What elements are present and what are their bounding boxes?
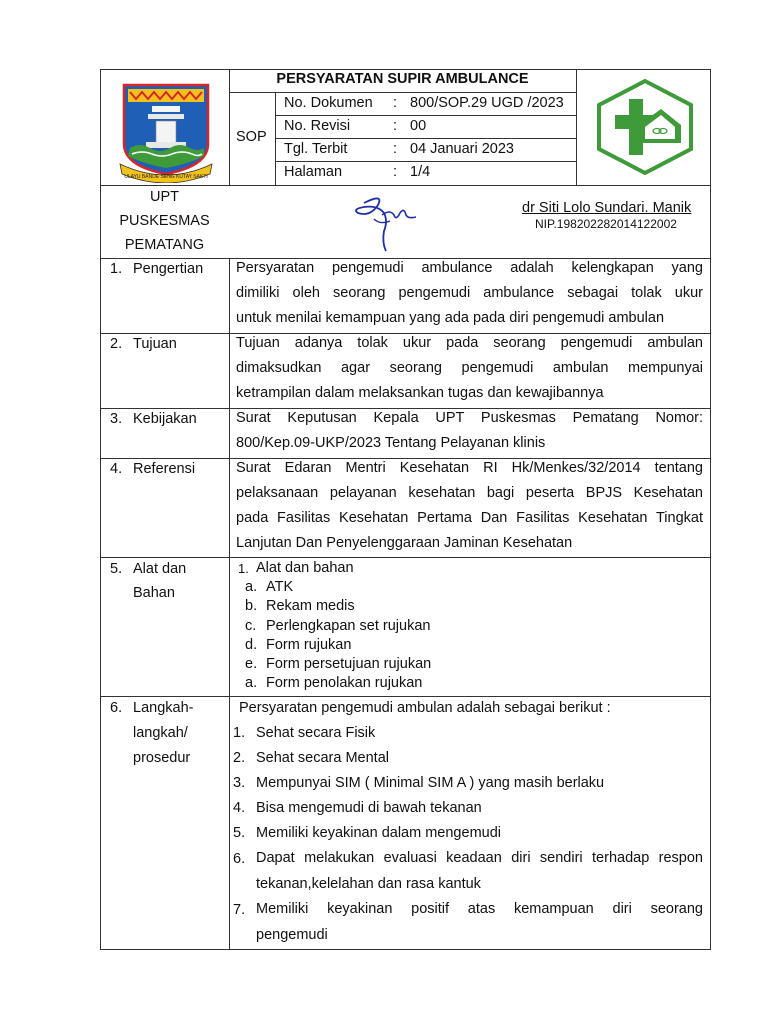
step-number: 5. bbox=[233, 825, 246, 841]
section-label: langkah/ bbox=[133, 725, 188, 741]
list-item: ATK bbox=[266, 579, 294, 595]
step-text: tekanan,kelelahan dan rasa kantuk bbox=[256, 876, 481, 892]
field-separator: : bbox=[393, 141, 398, 157]
field-separator: : bbox=[393, 164, 398, 180]
list-letter: a. bbox=[245, 675, 258, 691]
field-divider bbox=[275, 161, 576, 162]
section-text-line: dimaksudkan agar seorang pengemudi ambulan mempunyai bbox=[236, 360, 703, 376]
field-divider bbox=[275, 115, 576, 116]
col-divider bbox=[229, 258, 230, 950]
section-label: Tujuan bbox=[133, 336, 177, 352]
section-label: Bahan bbox=[133, 585, 175, 601]
step-number: 7. bbox=[233, 902, 246, 918]
procedure-intro: Persyaratan pengemudi ambulan adalah sebagai berikut : bbox=[239, 700, 611, 716]
list-item: Rekam medis bbox=[266, 598, 355, 614]
document-title: PERSYARATAN SUPIR AMBULANCE bbox=[276, 71, 529, 87]
list-head-number: 1. bbox=[238, 561, 249, 576]
section-label: Alat dan bbox=[133, 561, 187, 577]
signature bbox=[344, 191, 420, 255]
sop-label: SOP bbox=[236, 129, 267, 145]
section-number: 3. bbox=[110, 411, 123, 427]
signer-name: dr Siti Lolo Sundari. Manik bbox=[522, 200, 692, 216]
section-number: 1. bbox=[110, 261, 123, 277]
title-divider bbox=[229, 92, 576, 93]
document-number: 800/SOP.29 UGD /2023 bbox=[410, 95, 564, 111]
org-line: PEMATANG bbox=[124, 237, 205, 253]
step-number: 6. bbox=[233, 851, 246, 867]
step-number: 2. bbox=[233, 750, 246, 766]
step-text: Sehat secara Fisik bbox=[256, 725, 376, 741]
section-text-line: 800/Kep.09-UKP/2023 Tentang Pelayanan klinis bbox=[236, 435, 546, 451]
list-item: Form rujukan bbox=[266, 637, 352, 653]
section-label: Kebijakan bbox=[133, 411, 197, 427]
section-text-line: pelaksanaan pelayanan kesehatan bagi peserta BPJS Kesehatan bbox=[236, 485, 703, 501]
revision-number: 00 bbox=[410, 118, 427, 134]
list-item: Form penolakan rujukan bbox=[266, 675, 423, 691]
field-divider bbox=[275, 138, 576, 139]
row-divider bbox=[100, 557, 711, 558]
field-label: Tgl. Terbit bbox=[284, 141, 348, 157]
regional-emblem bbox=[118, 82, 214, 183]
section-text-line: Persyaratan pengemudi ambulance adalah kelengkapan yang bbox=[236, 260, 703, 276]
step-text: Sehat secara Mental bbox=[256, 750, 389, 766]
section-number: 6. bbox=[110, 700, 123, 716]
step-text: pengemudi bbox=[256, 927, 328, 943]
step-text: Memiliki keyakinan positif atas kemampuan diri seorang bbox=[256, 901, 703, 917]
section-label: prosedur bbox=[133, 750, 191, 766]
step-number: 4. bbox=[233, 800, 246, 816]
field-separator: : bbox=[393, 95, 398, 111]
step-text: Bisa mengemudi di bawah tekanan bbox=[256, 800, 482, 816]
step-text: Dapat melakukan evaluasi keadaan diri sendiri terhadap respon bbox=[256, 850, 703, 866]
puskesmas-logo bbox=[595, 79, 695, 175]
field-label: Halaman bbox=[284, 164, 343, 180]
section-text-line: Lanjutan Dan Penyelenggaraan Jaminan Kesehatan bbox=[236, 535, 573, 551]
signer-nip: NIP.198202282014122002 bbox=[535, 217, 677, 231]
page-count: 1/4 bbox=[410, 164, 431, 180]
section-text-line: pada Fasilitas Kesehatan Pertama Dan Fasilitas Kesehatan Tingkat bbox=[236, 510, 703, 526]
step-text: Memiliki keyakinan dalam mengemudi bbox=[256, 825, 501, 841]
list-item: Form persetujuan rujukan bbox=[266, 656, 432, 672]
section-number: 4. bbox=[110, 461, 123, 477]
list-letter: c. bbox=[245, 618, 257, 634]
field-label: No. Revisi bbox=[284, 118, 351, 134]
list-head-text: Alat dan bahan bbox=[256, 560, 354, 576]
list-item: Perlengkapan set rujukan bbox=[266, 618, 431, 634]
list-letter: b. bbox=[245, 598, 258, 614]
field-label: No. Dokumen bbox=[284, 95, 373, 111]
org-line: PUSKESMAS bbox=[119, 213, 210, 229]
list-letter: e. bbox=[245, 656, 258, 672]
row-divider bbox=[100, 696, 711, 697]
step-number: 1. bbox=[233, 725, 246, 741]
section-label: Pengertian bbox=[133, 261, 204, 277]
list-letter: a. bbox=[245, 579, 258, 595]
section-number: 2. bbox=[110, 336, 123, 352]
section-label: Langkah- bbox=[133, 700, 194, 716]
section-text-line: ketrampilan dalam melaksankan tugas dan kewajibannya bbox=[236, 385, 604, 401]
emblem-motto: ULAYU BANDE SENG KUTAY SAKTI bbox=[124, 174, 208, 180]
step-text: Mempunyai SIM ( Minimal SIM A ) yang masih berlaku bbox=[256, 775, 605, 791]
field-separator: : bbox=[393, 118, 398, 134]
list-letter: d. bbox=[245, 637, 258, 653]
section-label: Referensi bbox=[133, 461, 196, 477]
section-text-line: Surat Keputusan Kepala UPT Puskesmas Pematang Nomor: bbox=[236, 410, 703, 426]
step-number: 3. bbox=[233, 775, 246, 791]
org-line: UPT bbox=[150, 189, 179, 205]
section-text-line: Tujuan adanya tolak ukur pada seorang pengemudi ambulan bbox=[236, 335, 703, 351]
issue-date: 04 Januari 2023 bbox=[410, 141, 514, 157]
section-text-line: untuk menilai kemampuan yang ada pada diri pengemudi ambulan bbox=[236, 310, 665, 326]
section-text-line: Surat Edaran Mentri Kesehatan RI Hk/Menkes/32/2014 tentang bbox=[236, 460, 703, 476]
col-divider bbox=[576, 69, 577, 185]
section-text-line: dimiliki oleh seorang pengemudi ambulance sebagai tolak ukur bbox=[236, 285, 703, 301]
section-number: 5. bbox=[110, 561, 123, 577]
col-divider bbox=[275, 92, 276, 185]
